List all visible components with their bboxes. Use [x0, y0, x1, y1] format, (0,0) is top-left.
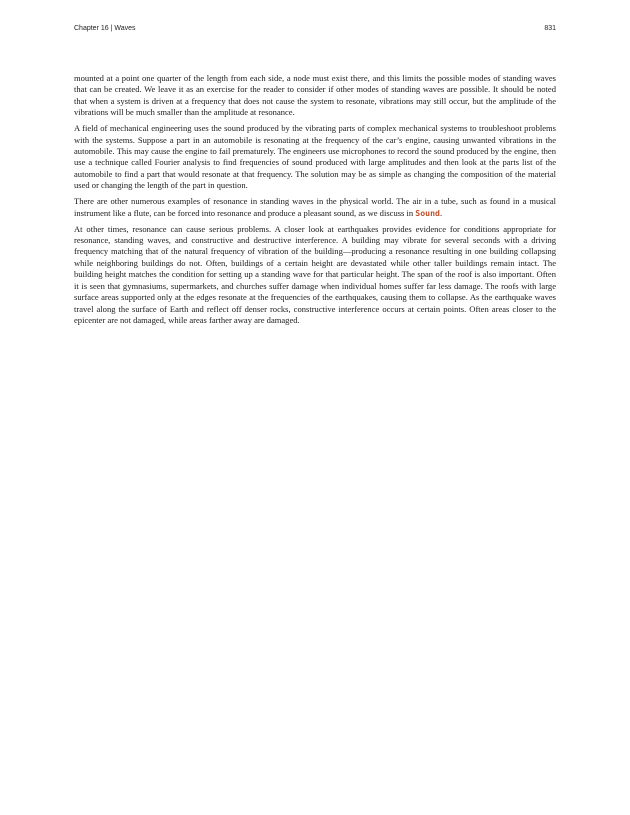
paragraph-text-before-link: There are other numerous examples of resonance in standing waves in the physical world. The air in a tube, such as found in a musical instrument like a flute, can be forced into resonance and produce a pleasant sound, as we discuss in — [74, 196, 556, 218]
paragraph-mode-limits: mounted at a point one quarter of the length from each side, a node must exist there, and this limits the possible modes of standing waves that can be created. We leave it as an exercise for the reader to consider if other modes of standing waves are possible. It should be noted that when a system is driven at a frequency that does not cause the system to resonate, vibrations may still occur, but the amplitude of the vibrations will be much smaller than the amplitude at resonance. — [74, 73, 556, 118]
body-text — [74, 73, 556, 331]
paragraph-resonance-examples — [74, 196, 556, 219]
paragraph-mechanical-engineering: A field of mechanical engineering uses the sound produced by the vibrating parts of complex mechanical systems to troubleshoot problems with the systems. Suppose a part in an automobile is resonating at the frequency of the car’s engine, causing unwanted vibrations in the automobile. This may cause the engine to fail prematurely. The engineers use microphones to record the sound produced by the engine, then use a technique called Fourier analysis to find frequencies of sound produced with large amplitudes and then look at the parts list of the automobile to find a part that would resonate at that frequency. The solution may be as simple as changing the composition of the material used or changing the length of the part in question. — [74, 123, 556, 191]
sound-chapter-link[interactable]: Sound — [415, 207, 440, 218]
page-number: 831 — [544, 25, 556, 32]
chapter-title: Chapter 16 | Waves — [74, 25, 136, 32]
paragraph-earthquakes: At other times, resonance can cause serious problems. A closer look at earthquakes provides evidence for conditions appropriate for resonance, standing waves, and constructive and destructive interference. A building may vibrate for several seconds with a driving frequency matching that of the natural frequency of vibration of the building—producing a resonance resulting in one building collapsing while neighboring buildings do not. Often, buildings of a certain height are devastated while other taller buildings remain intact. The building height matches the condition for setting up a standing wave for that particular height. The span of the roof is also important. Often it is seen that gymnasiums, supermarkets, and churches suffer damage when individual homes suffer far less damage. The roofs with large surface areas supported only at the edges resonate at the frequencies of the earthquakes, causing them to collapse. As the earthquake waves travel along the surface of Earth and reflect off denser rocks, constructive interference occurs at certain points. Often areas closer to the epicenter are not damaged, while areas farther away are damaged. — [74, 223, 556, 325]
paragraph-text-after-link: . — [439, 207, 443, 218]
running-header — [74, 25, 556, 37]
